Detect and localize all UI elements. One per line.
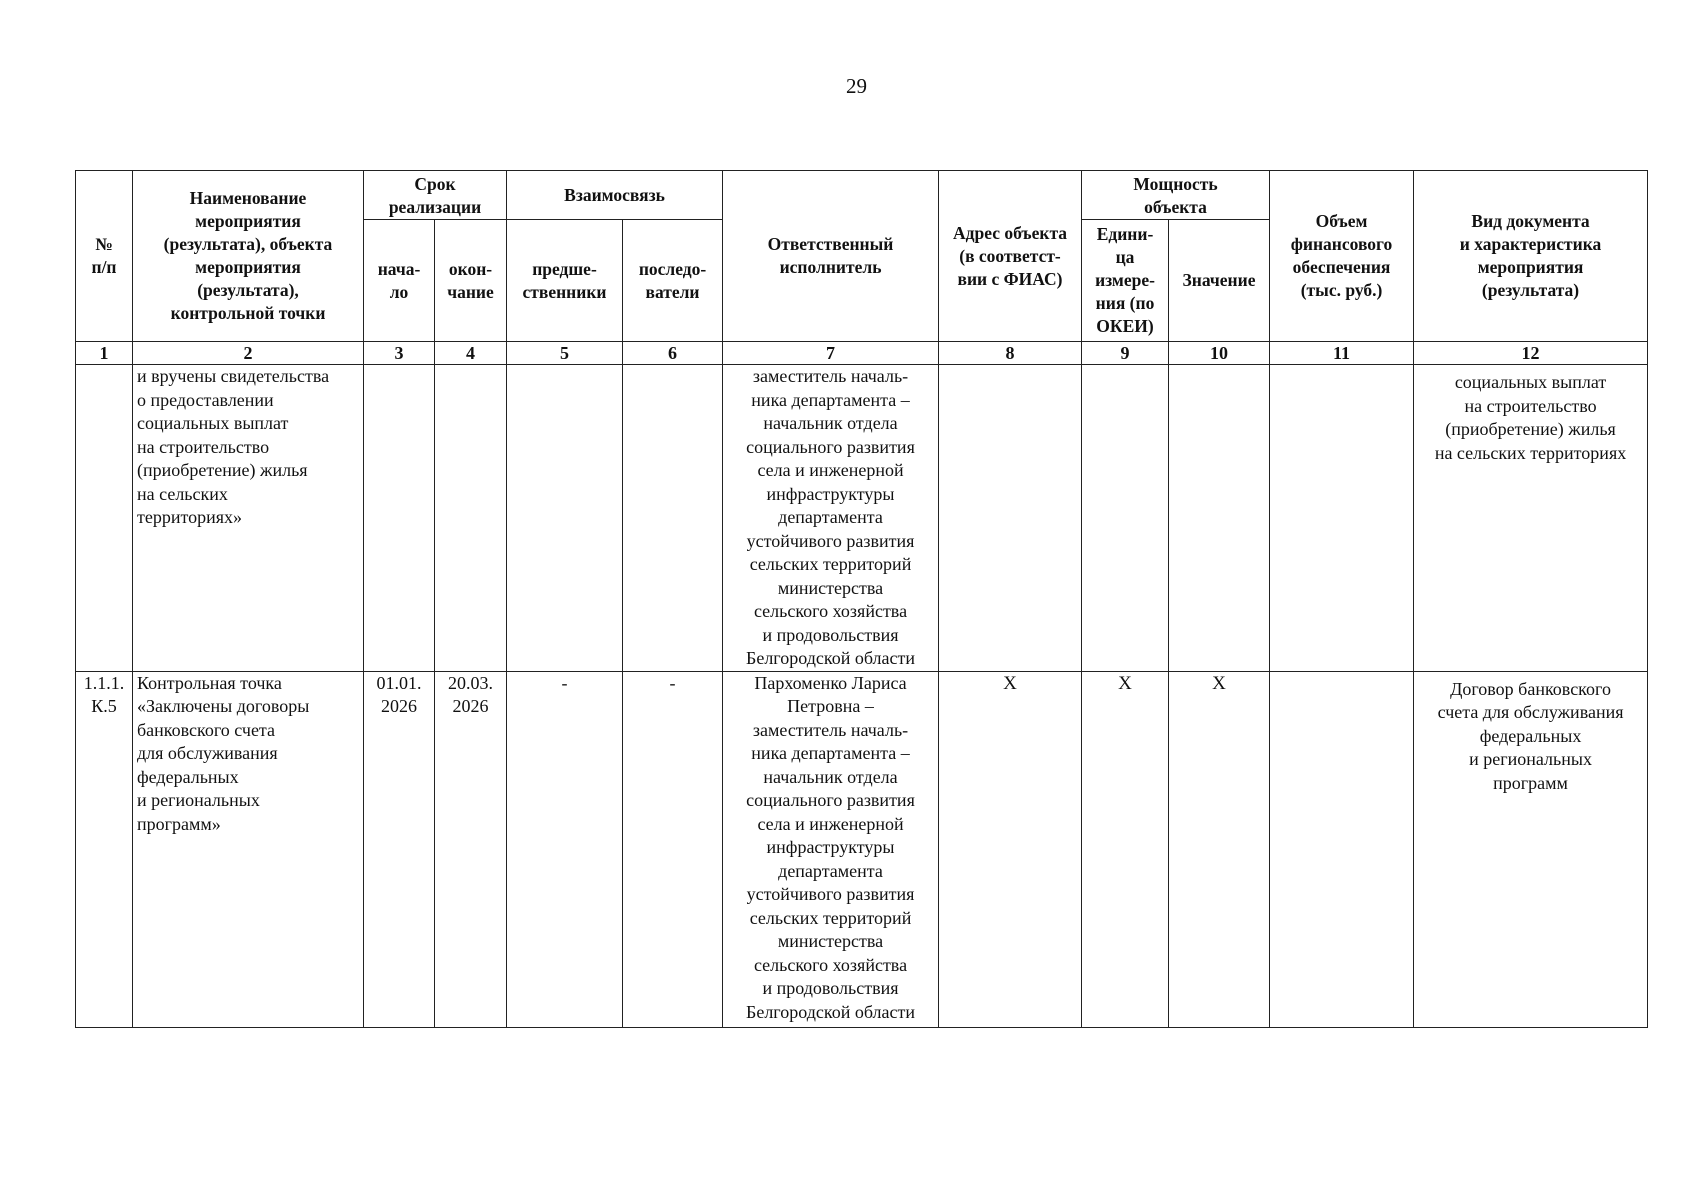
column-number: 11 bbox=[1270, 342, 1414, 365]
header-prev: предше- ственники bbox=[507, 220, 623, 342]
cell-end bbox=[435, 365, 507, 672]
header-doc: Вид документа и характеристика мероприятия (результата) bbox=[1414, 171, 1648, 342]
header-finance: Объем финансового обеспечения (тыс. руб.) bbox=[1270, 171, 1414, 342]
cell-num bbox=[76, 365, 133, 672]
header-start: нача- ло bbox=[364, 220, 435, 342]
column-number: 1 bbox=[76, 342, 133, 365]
cell-responsible: Пархоменко Лариса Петровна – заместитель началь- ника департамента – начальник отдела социального развития села и инженерной инфраструктуры департамента устойчивого развития сельских территорий министерства сельского хозяйства и продовольствия Белгородской области bbox=[723, 671, 939, 1027]
cell-value: X bbox=[1169, 671, 1270, 1027]
cell-num: 1.1.1. К.5 bbox=[76, 671, 133, 1027]
header-num: № п/п bbox=[76, 171, 133, 342]
cell-name: и вручены свидетельства о предоставлении социальных выплат на строительство (приобретение) жилья на сельских территориях» bbox=[133, 365, 364, 672]
cell-start: 01.01. 2026 bbox=[364, 671, 435, 1027]
column-number-row bbox=[76, 342, 1648, 365]
cell-end: 20.03. 2026 bbox=[435, 671, 507, 1027]
header-end: окон- чание bbox=[435, 220, 507, 342]
column-number: 5 bbox=[507, 342, 623, 365]
header-unit: Едини- ца измере- ния (по ОКЕИ) bbox=[1082, 220, 1169, 342]
cell-prev bbox=[507, 365, 623, 672]
column-number: 8 bbox=[939, 342, 1082, 365]
header-period: Срок реализации bbox=[364, 171, 507, 220]
column-number: 4 bbox=[435, 342, 507, 365]
cell-finance bbox=[1270, 671, 1414, 1027]
column-number: 12 bbox=[1414, 342, 1648, 365]
cell-doc: социальных выплат на строительство (приобретение) жилья на сельских территориях bbox=[1414, 365, 1648, 672]
cell-next: - bbox=[623, 671, 723, 1027]
cell-address: X bbox=[939, 671, 1082, 1027]
column-number: 2 bbox=[133, 342, 364, 365]
page-number: 29 bbox=[846, 74, 867, 98]
cell-address bbox=[939, 365, 1082, 672]
column-number: 7 bbox=[723, 342, 939, 365]
table-row bbox=[76, 365, 1648, 672]
activities-table bbox=[75, 170, 1648, 1028]
cell-unit bbox=[1082, 365, 1169, 672]
cell-finance bbox=[1270, 365, 1414, 672]
cell-doc: Договор банковского счета для обслуживания федеральных и региональных программ bbox=[1414, 671, 1648, 1027]
cell-value bbox=[1169, 365, 1270, 672]
column-number: 6 bbox=[623, 342, 723, 365]
cell-start bbox=[364, 365, 435, 672]
header-link: Взаимосвязь bbox=[507, 171, 723, 220]
column-number: 3 bbox=[364, 342, 435, 365]
cell-name: Контрольная точка «Заключены договоры банковского счета для обслуживания федеральных и региональных программ» bbox=[133, 671, 364, 1027]
cell-responsible: заместитель началь- ника департамента – начальник отдела социального развития села и инженерной инфраструктуры департамента устойчивого развития сельских территорий министерства сельского хозяйства и продовольствия Белгородской области bbox=[723, 365, 939, 672]
header-next: последо- ватели bbox=[623, 220, 723, 342]
cell-next bbox=[623, 365, 723, 672]
header-capacity: Мощность объекта bbox=[1082, 171, 1270, 220]
header-name: Наименование мероприятия (результата), объекта мероприятия (результата), контрольной точки bbox=[133, 171, 364, 342]
header-responsible: Ответственный исполнитель bbox=[723, 171, 939, 342]
cell-prev: - bbox=[507, 671, 623, 1027]
header-address: Адрес объекта (в соответст- вии с ФИАС) bbox=[939, 171, 1082, 342]
table-row bbox=[76, 671, 1648, 1027]
column-number: 9 bbox=[1082, 342, 1169, 365]
header-value: Значение bbox=[1169, 220, 1270, 342]
column-number: 10 bbox=[1169, 342, 1270, 365]
cell-unit: X bbox=[1082, 671, 1169, 1027]
